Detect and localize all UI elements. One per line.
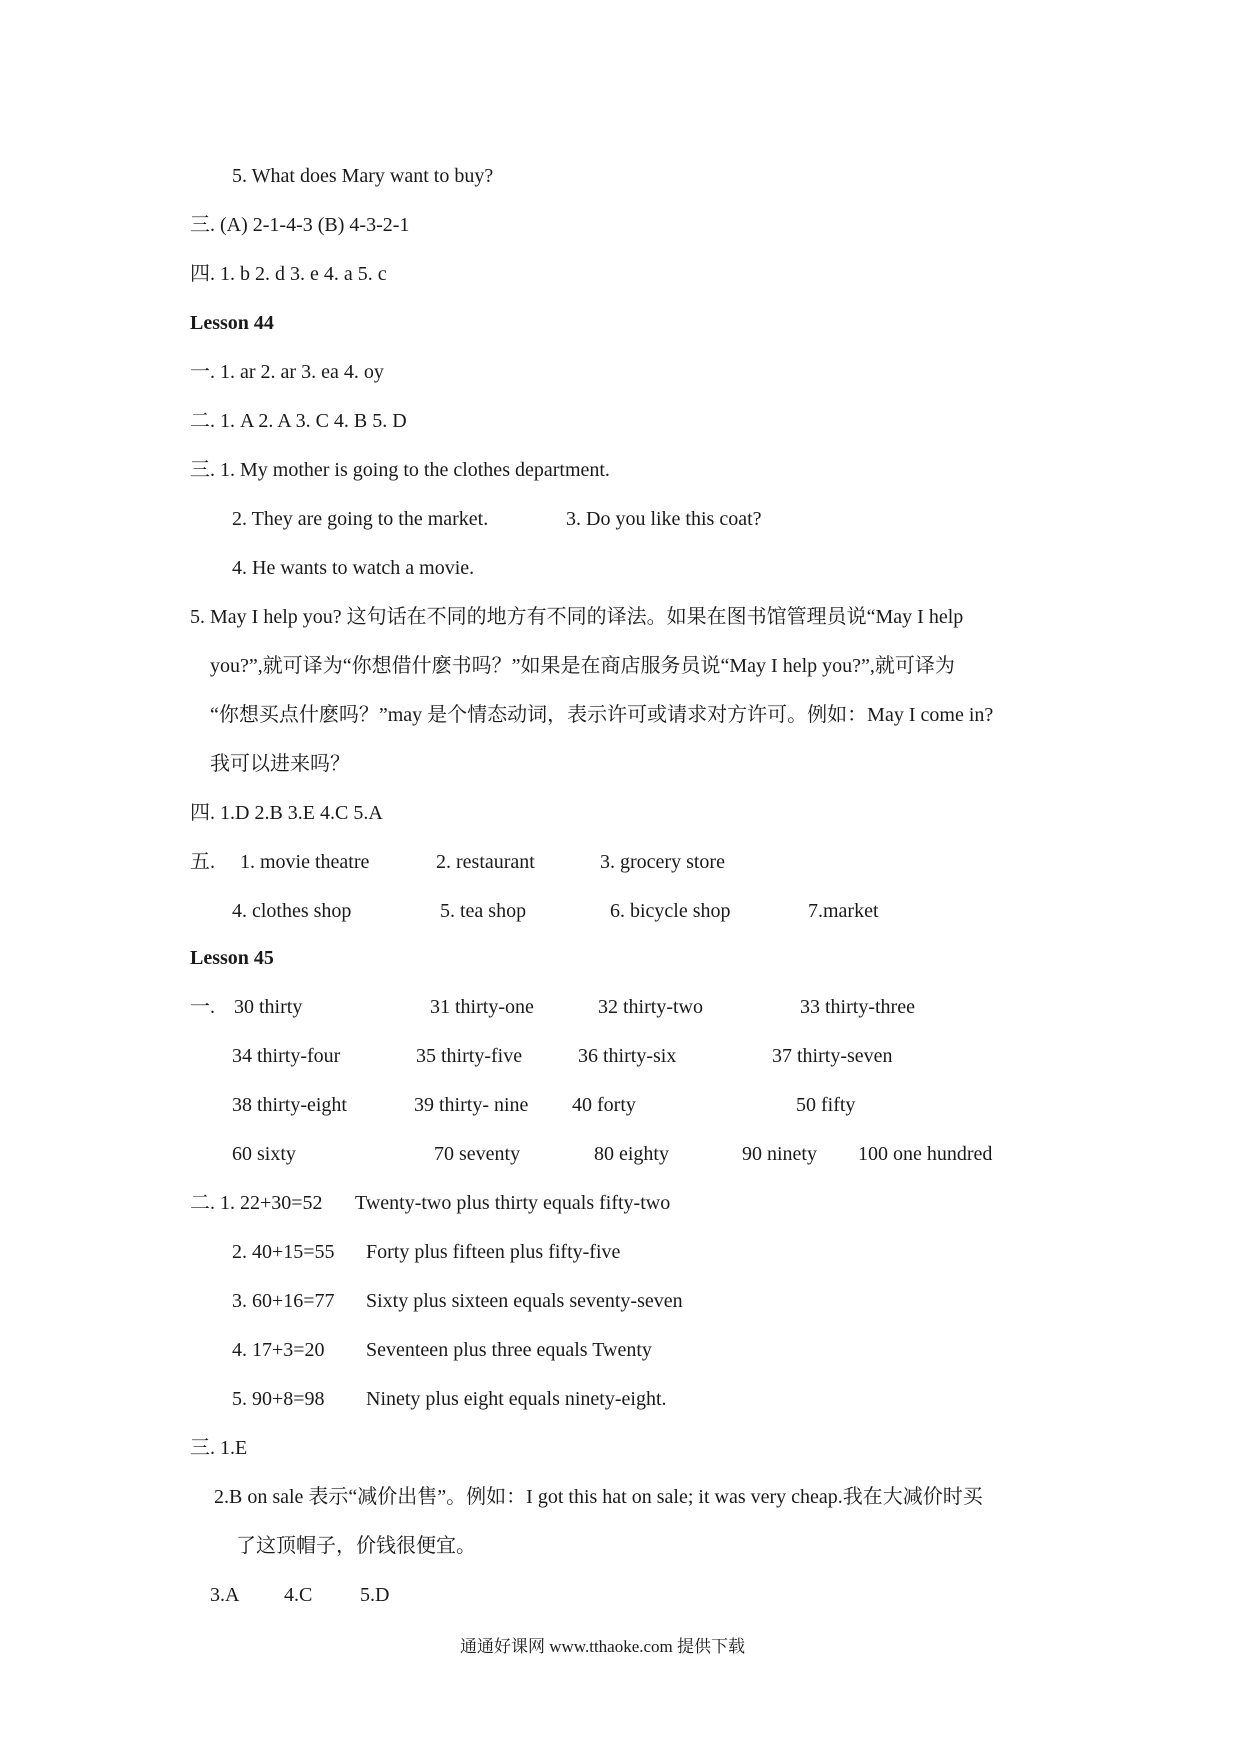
answer-item: 80 eighty — [594, 1143, 669, 1165]
answer-line: 四. 1. b 2. d 3. e 4. a 5. c — [190, 263, 387, 285]
answer-item: 39 thirty- nine — [414, 1094, 529, 1116]
answer-item: 90 ninety — [742, 1143, 817, 1165]
answer-item: 36 thirty-six — [578, 1045, 677, 1067]
answer-item: 5. tea shop — [440, 900, 527, 922]
equation-words: Sixty plus sixteen equals seventy-seven — [366, 1290, 683, 1312]
equation: 4. 17+3=20 — [232, 1339, 325, 1361]
answer-item: 2. restaurant — [436, 851, 535, 873]
answer-item: 35 thirty-five — [416, 1045, 523, 1067]
answer-line: 3. Do you like this coat? — [566, 508, 762, 530]
answer-item: 30 thirty — [234, 996, 303, 1018]
answer-line: 三. 1. My mother is going to the clothes department. — [190, 459, 610, 481]
equation-words: Twenty-two plus thirty equals fifty-two — [355, 1192, 671, 1214]
answer-item: 3.A — [210, 1584, 240, 1606]
answer-item: 7.market — [808, 900, 879, 922]
answer-item: 37 thirty-seven — [772, 1045, 893, 1067]
answer-line: 二. 1. A 2. A 3. C 4. B 5. D — [190, 410, 407, 432]
answer-item: 5.D — [360, 1584, 390, 1606]
equation: 2. 40+15=55 — [232, 1241, 335, 1263]
answer-item: 50 fifty — [796, 1094, 856, 1116]
answer-line: 4. He wants to watch a movie. — [232, 557, 475, 579]
answer-item: 6. bicycle shop — [610, 900, 731, 922]
lesson-heading: Lesson 44 — [190, 312, 274, 334]
section-label: 五. — [190, 851, 215, 873]
section-label: 一. — [190, 996, 215, 1018]
answer-item: 32 thirty-two — [598, 996, 703, 1018]
lesson-heading: Lesson 45 — [190, 947, 274, 969]
explanation-line: you?”,就可译为“你想借什麽书吗？”如果是在商店服务员说“May I help you?”,就可译为 — [210, 655, 955, 677]
answer-item: 38 thirty-eight — [232, 1094, 347, 1116]
equation-words: Ninety plus eight equals ninety-eight. — [366, 1388, 667, 1410]
answer-item: 3. grocery store — [600, 851, 725, 873]
answer-item: 70 seventy — [434, 1143, 521, 1165]
answer-item: 4. clothes shop — [232, 900, 352, 922]
answer-line: 一. 1. ar 2. ar 3. ea 4. oy — [190, 361, 384, 383]
answer-item: 40 forty — [572, 1094, 636, 1116]
explanation-line: 了这顶帽子，价钱很便宜。 — [236, 1535, 476, 1557]
answer-line: 四. 1.D 2.B 3.E 4.C 5.A — [190, 802, 383, 824]
answer-line: 三. (A) 2-1-4-3 (B) 4-3-2-1 — [190, 214, 410, 236]
answer-line: 三. 1.E — [190, 1437, 248, 1459]
explanation-line: “你想买点什麽吗？”may 是个情态动词，表示许可或请求对方许可。例如：May I come in? — [210, 704, 994, 726]
explanation-line: 5. May I help you? 这句话在不同的地方有不同的译法。如果在图书馆管理员说“May I help — [190, 606, 964, 628]
equation: 3. 60+16=77 — [232, 1290, 335, 1312]
equation: 二. 1. 22+30=52 — [190, 1192, 323, 1214]
answer-item: 4.C — [284, 1584, 313, 1606]
answer-line: 2. They are going to the market. — [232, 508, 489, 530]
answer-item: 31 thirty-one — [430, 996, 534, 1018]
page-footer: 通通好课网 www.tthaoke.com 提供下载 — [460, 1637, 746, 1656]
explanation-line: 我可以进来吗？ — [210, 753, 350, 775]
answer-item: 60 sixty — [232, 1143, 296, 1165]
equation: 5. 90+8=98 — [232, 1388, 325, 1410]
question-line: 5. What does Mary want to buy? — [232, 165, 494, 187]
answer-item: 1. movie theatre — [240, 851, 370, 873]
equation-words: Seventeen plus three equals Twenty — [366, 1339, 652, 1361]
answer-item: 100 one hundred — [858, 1143, 993, 1165]
explanation-line: 2.B on sale 表示“减价出售”。例如：I got this hat on sale; it was very cheap.我在大减价时买 — [214, 1486, 983, 1508]
answer-item: 33 thirty-three — [800, 996, 915, 1018]
answer-item: 34 thirty-four — [232, 1045, 341, 1067]
equation-words: Forty plus fifteen plus fifty-five — [366, 1241, 621, 1263]
